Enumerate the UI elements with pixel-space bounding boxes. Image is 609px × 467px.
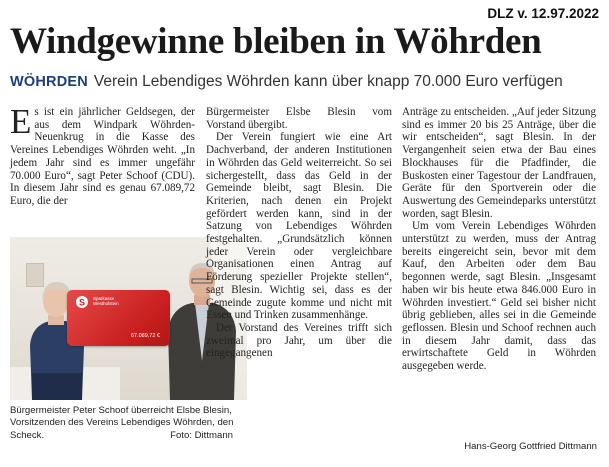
- subtitle: Verein Lebendiges Wöhrden kann über knapp 70.000 Euro verfügen: [93, 73, 563, 90]
- article-column-2: [206, 106, 392, 360]
- author: Hans-Georg Gottfried Dittmann: [464, 441, 597, 452]
- paragraph: Bürgermeister Elsbe Blesin vom Vorstand übergibt.: [206, 106, 392, 131]
- source-date: DLZ v. 12.97.2022: [487, 6, 599, 21]
- caption-text: Bürgermeister Peter Schoof überreicht Elsbe Blesin, Vorsitzenden des Vereins Lebendiges Wöhrden, den Scheck.: [10, 405, 234, 441]
- cheque: [67, 290, 170, 346]
- paragraph: Der Vorstand des Vereines trifft sich zweimal pro Jahr, um über die eingegangenen: [206, 321, 392, 360]
- cheque-amount: 67.089,72 €: [130, 333, 160, 339]
- svg-text:S: S: [78, 297, 86, 308]
- photo-caption: [10, 405, 247, 442]
- sparkasse-logo-icon: [75, 295, 89, 309]
- headline: Windgewinne bleiben in Wöhrden: [10, 21, 542, 62]
- paragraph: [10, 102, 195, 208]
- paragraph: Anträge zu entscheiden. „Auf jeder Sitzung sind es immer 20 bis 25 Anträge, über die wir entscheiden“, sagt Blesin. In der Vergangenheit seien etwa der Bau eines Blockhauses für die Pfadfinder, die Buskosten einer Tagestour der Landfrauen, Geräte für den Sportverein oder die Auswertung des Gemeindeparks unterstützt worden, sagt Blesin.: [402, 106, 596, 220]
- article-column-3: [402, 106, 596, 373]
- paragraph: Der Verein fungiert wie eine Art Dachverband, der anderen Institutionen in Wöhrden das Geld weiterreicht. So sei sichergestellt, dass das Geld in der Gemeinde bleibt, sagt Blesin. Die Kriterien, nach denen ein Projekt gefördert werden kann, sind in der Satzung von Lebendiges Wöhrden festgehalten. „Grundsätzlich können jeder Verein oder vergleichbare Organisationen einen Antrag auf Förderung spezieller Projekte stellen“, sagt Blesin. Wichtig sei, dass es der Gemeinde zugute komme und nicht mit Essen und Trinken zusammenhänge.: [206, 131, 392, 322]
- article-column-1: [10, 102, 195, 208]
- subline: [10, 73, 563, 91]
- paragraph-text: s ist ein jährlicher Geldsegen, der aus dem Windpark Wöhrden-Neuenkrug in die Kasse des Vereines Lebendiges Wöhrden weht. „In jedem Jahr sind es immer ungefähr 70.000 Euro“, sagt Peter Schoof (CDU). In diesem Jahr sind es genau 67.089,72 Euro, die der: [10, 106, 195, 207]
- paragraph: Um vom Verein Lebendiges Wöhrden unterstützt zu werden, muss der Antrag bereits eingereicht sein, bevor mit dem Kauf, den Arbeiten oder dem Bau begonnen werde, sagt Blesin. „Insgesamt haben wir bis heute etwa 846.000 Euro in Wöhrden investiert.“ Geld sei bisher nicht übrig geblieben, alles sei in die Gemeinde geflossen. Blesin und Schoof rechnen auch in diesem Jahr damit, dass das erwirtschaftete Geld in Wöhrden ausgegeben werde.: [402, 220, 596, 373]
- cheque-bank: Sparkasse Westholstein: [93, 296, 119, 306]
- kicker-location: WÖHRDEN: [10, 74, 88, 90]
- drop-cap: E: [10, 102, 32, 141]
- photo-credit: Foto: Dittmann: [170, 429, 233, 441]
